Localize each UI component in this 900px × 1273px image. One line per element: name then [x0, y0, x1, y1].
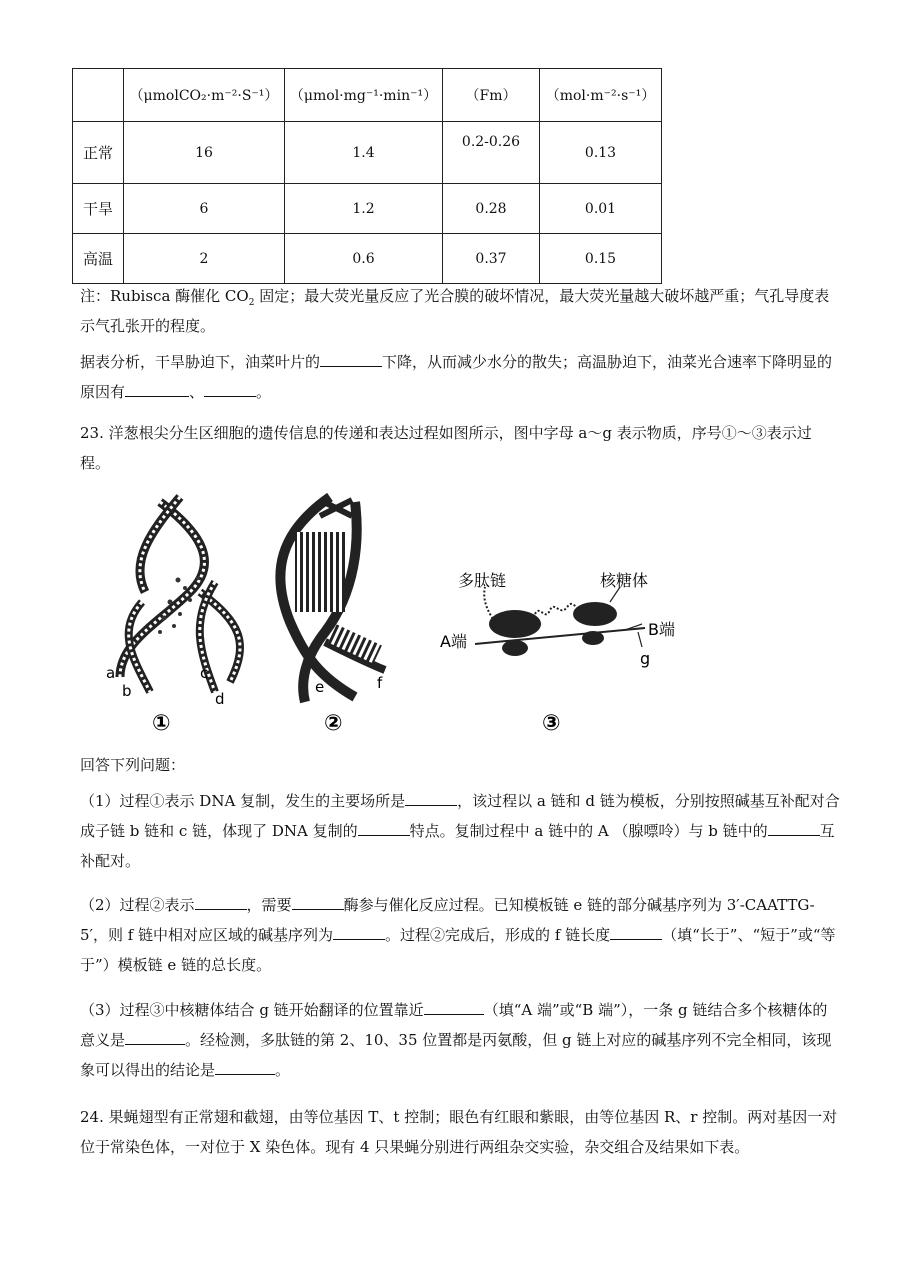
table-cell: 6 — [124, 184, 285, 234]
label-g: g — [640, 649, 651, 668]
table-row-label: 正常 — [73, 122, 124, 184]
table-cell: 2 — [124, 234, 285, 284]
q24-text: 24. 果蝇翅型有正常翅和截翅，由等位基因 T、t 控制；眼色有红眼和紫眼，由等位基因 R、r 控制。两对基因一对位于常染色体，一对位于 X 染色体。现有 4 只果蝇分别进行两组杂交实验，杂交组合及结果如下表。 — [80, 1108, 838, 1156]
gene-expression-figure — [90, 492, 710, 738]
table-row-label: 高温 — [73, 234, 124, 284]
answer-blank[interactable] — [424, 1000, 484, 1015]
table-row — [73, 234, 662, 284]
answer-blank[interactable] — [125, 382, 189, 397]
label-a: a — [106, 664, 116, 682]
answer-blank[interactable] — [333, 925, 385, 940]
table-row — [73, 122, 662, 184]
table-note: 注：Rubisca 酶催化 $CO_2$ 固定；最大荧光量反应了光合膜的破坏情况，最大荧光量越大破坏越严重；气孔导度表示气孔张开的程度。 — [80, 287, 830, 335]
answer-blank[interactable] — [320, 352, 382, 367]
figure-svg — [90, 492, 710, 738]
answer-blank[interactable] — [195, 895, 247, 910]
table-row — [73, 184, 662, 234]
answer-blank[interactable] — [610, 925, 662, 940]
table-cell: 1.2 — [285, 184, 443, 234]
q23-subquestion-3: （3）过程③中核糖体结合 g 链开始翻译的位置靠近 （填“A 端”或“B 端”），一条 g 链结合多个核糖体的意义是 。经检测，多肽链的第 2、10、35 位置都是丙氨酸，但 g 链上对应的碱基序列不完全相同，该现象可以得出的结论是 。 — [80, 1001, 832, 1079]
q23-subquestion-2: （2）过程②表示 ，需要 酶参与催化反应过程。已知模板链 e 链的部分碱基序列为 3′-CAATTG-5′，则 f 链中相对应区域的碱基序列为 。过程②完成后，形成的 f 链长度 （填“长于”、“短于”或“等于”）模板链 e 链的总长度。 — [80, 896, 836, 974]
process-number-2: ② — [324, 711, 343, 736]
table-cell: 0.2-0.26 — [443, 122, 540, 184]
process-number-3: ③ — [542, 711, 561, 736]
table-cell: 0.15 — [540, 234, 662, 284]
table-cell: 1.4 — [285, 122, 443, 184]
table-header-cell: （μmol·mg⁻¹·min⁻¹） — [285, 69, 443, 122]
answer-blank[interactable] — [768, 821, 820, 836]
q23-subquestion-1: （1）过程①表示 DNA 复制，发生的主要场所是 ，该过程以 a 链和 d 链为模板，分别按照碱基互补配对合成子链 b 链和 c 链，体现了 DNA 复制的 特点。复制过程中 a 链中的 A （腺嘌呤）与 b 链中的 互补配对。 — [80, 792, 840, 870]
process-number-1: ① — [152, 711, 171, 736]
answer-blank[interactable] — [358, 821, 410, 836]
transcription-diagram — [280, 497, 385, 736]
table-header-cell: （mol·m⁻²·s⁻¹） — [540, 69, 662, 122]
b-end-label: B端 — [648, 620, 675, 639]
table-cell: 0.37 — [443, 234, 540, 284]
translation-diagram — [440, 571, 675, 736]
label-c: c — [200, 664, 209, 682]
table-cell: 0.13 — [540, 122, 662, 184]
table-cell: 0.28 — [443, 184, 540, 234]
table-header-cell — [73, 69, 124, 122]
label-e: e — [315, 678, 325, 696]
table-header-cell: （μmolCO₂·m⁻²·S⁻¹） — [124, 69, 285, 122]
table-cell: 0.6 — [285, 234, 443, 284]
table-cell: 0.01 — [540, 184, 662, 234]
answer-blank[interactable] — [405, 791, 457, 806]
answer-blank[interactable] — [204, 382, 256, 397]
q23-intro: 23. 洋葱根尖分生区细胞的遗传信息的传递和表达过程如图所示，图中字母 a～g 表示物质，序号①～③表示过程。 — [80, 424, 812, 472]
a-end-label: A端 — [440, 632, 467, 651]
answer-blank[interactable] — [125, 1030, 185, 1045]
label-f: f — [377, 674, 383, 692]
answer-blank[interactable] — [215, 1060, 275, 1075]
dna-replication-diagram — [106, 497, 240, 736]
label-d: d — [215, 690, 225, 708]
table-header-row — [73, 69, 662, 122]
polypeptide-label: 多肽链 — [458, 571, 507, 590]
data-table — [72, 68, 662, 284]
table-cell: 16 — [124, 122, 285, 184]
label-b: b — [122, 682, 132, 700]
ribosome-label: 核糖体 — [600, 571, 649, 590]
answer-blank[interactable] — [292, 895, 344, 910]
table-row-label: 干旱 — [73, 184, 124, 234]
answer-prompt: 回答下列问题： — [80, 756, 186, 774]
q22-analysis: 据表分析，干旱胁迫下，油菜叶片的 下降，从而减少水分的散失；高温胁迫下，油菜光合速率下降明显的原因有 、 。 — [80, 353, 833, 401]
table-header-cell: （Fm） — [443, 69, 540, 122]
